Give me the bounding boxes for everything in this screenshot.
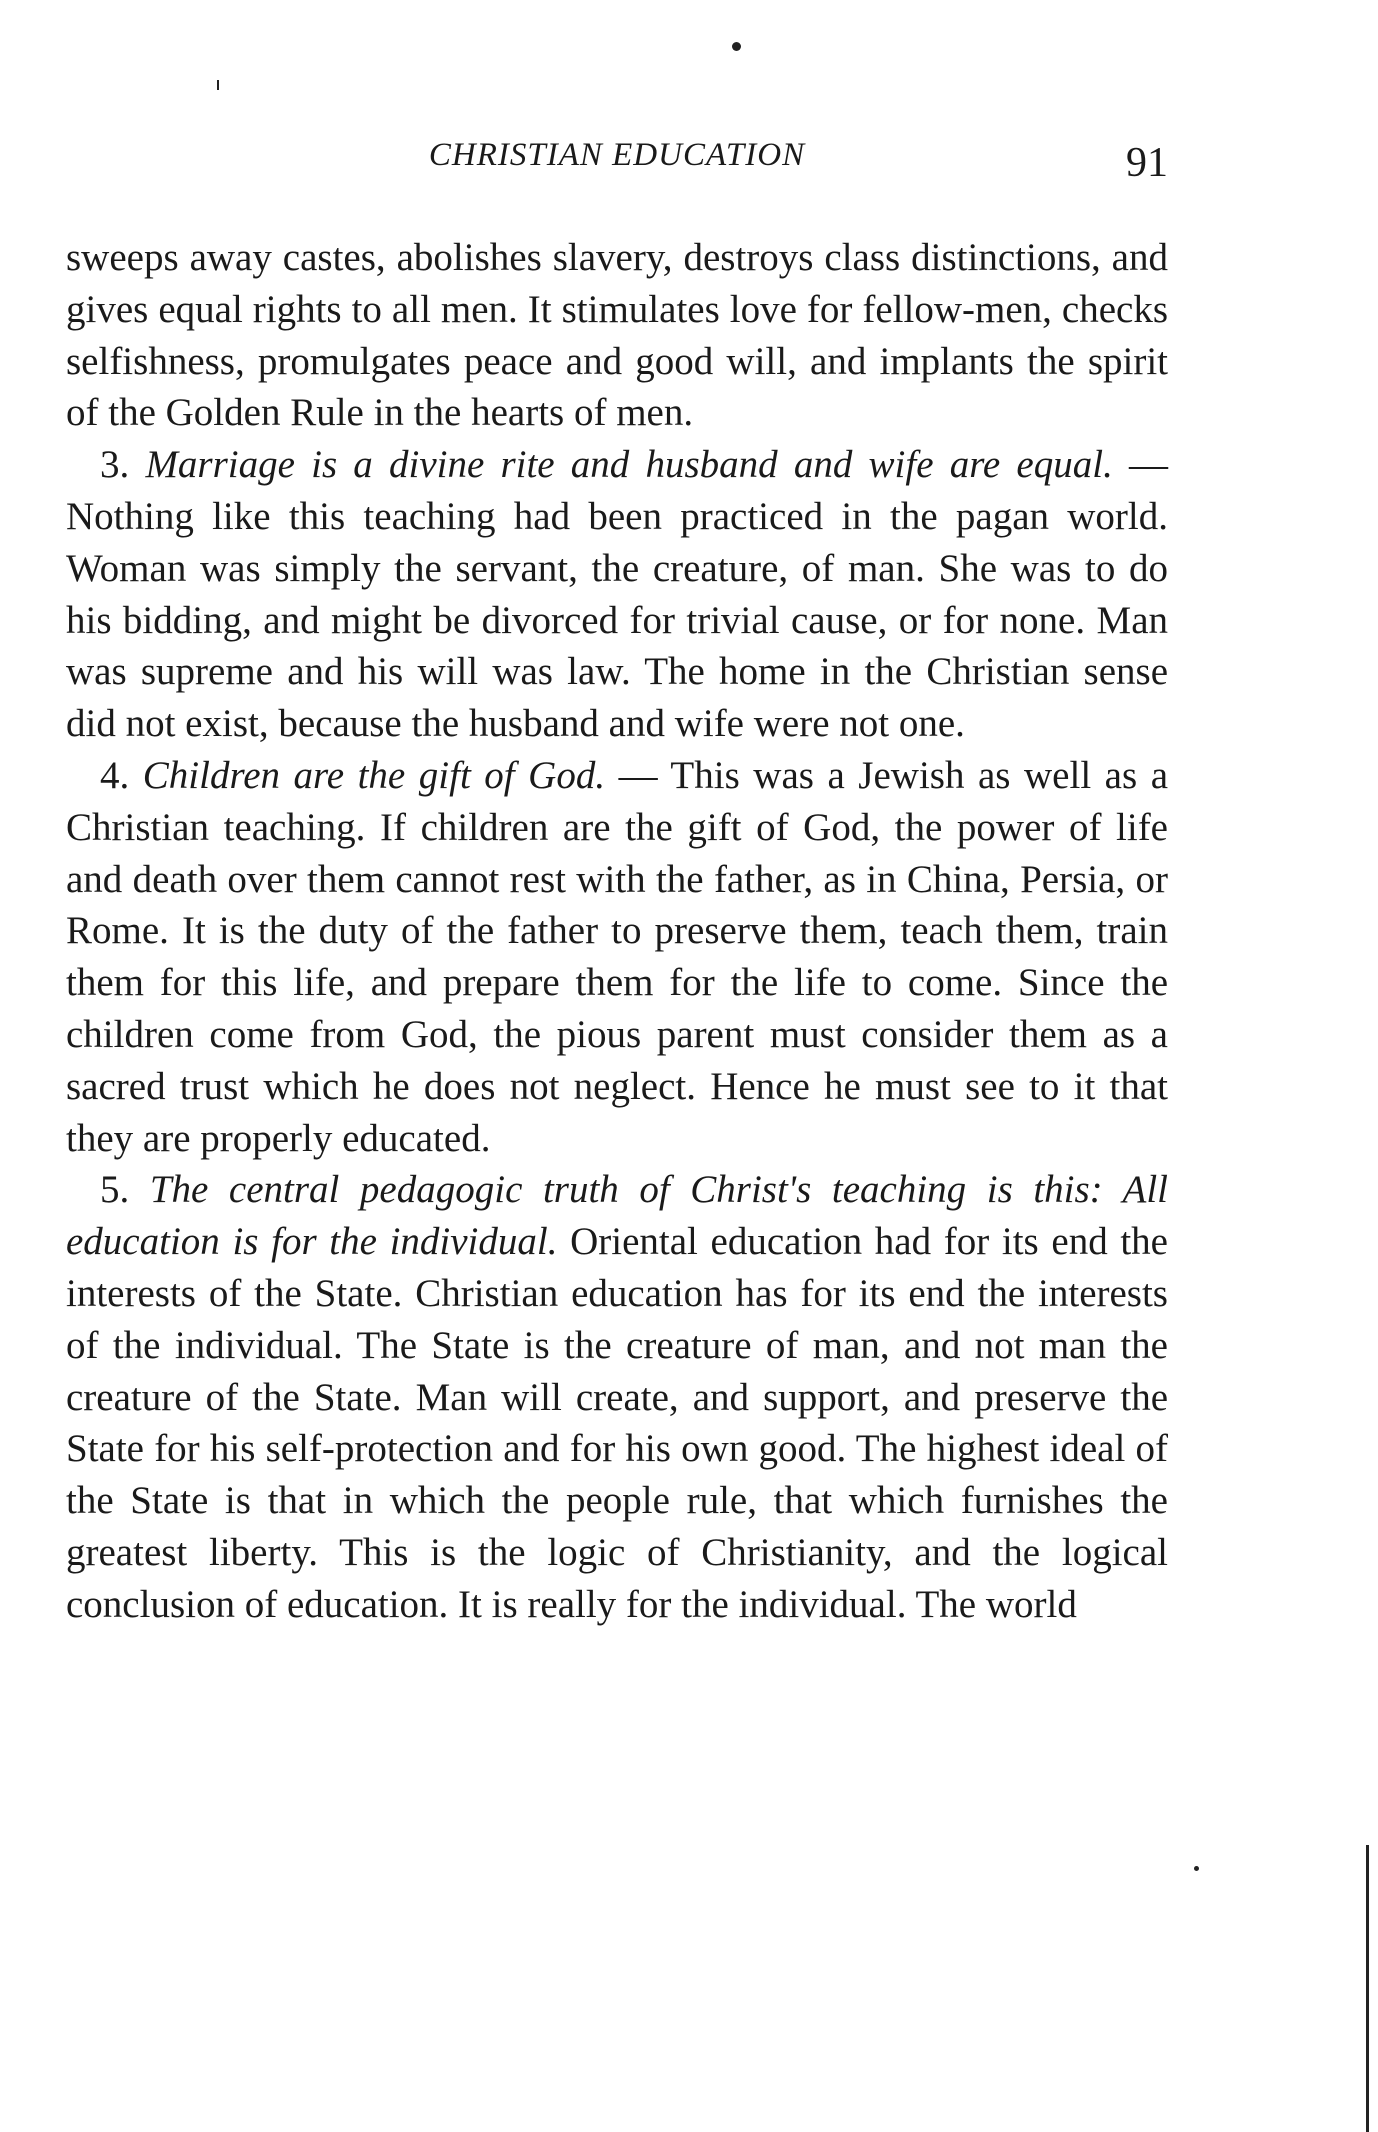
paragraph-text: — Nothing like this teaching had been practiced in the pagan world. Woman was simply the servant, the creature, of man. She was to do his bidding, and might be divorced for trivial cause, or for none. Man was supreme and his will was law. The home in the Christian sense did not exist, because the husband and wife were not one. [66,443,1169,746]
paragraph-lead: The central pedagogic truth of Christ's teaching is this: All education is for the individual. [66,1168,1169,1264]
page-number: 91 [1126,140,1168,186]
page-header [66,137,1168,197]
paragraph-text: — This was a Jewish as well as a Christian teaching. If children are the gift of God, the power of life and death over them cannot rest with the father, as in China, Persia, or Rome. It is the duty of the father to preserve them, teach them, train them for this life, and prepare them for the life to come. Since the children come from God, the pious parent must consider them as a sacred trust which he does not neglect. Hence he must see to it that they are properly educated. [66,753,1169,1160]
paragraph-marriage [66,439,1168,750]
paragraph-children [66,750,1168,1164]
ink-speck [732,42,741,51]
page-edge-line [1366,1845,1369,2132]
paragraph-number: 3. [100,443,146,487]
paragraph-text: sweeps away castes, abolishes slavery, destroys class distinctions, and gives equal rights to all men. It stimulates love for fellow-men, checks selfishness, promulgates peace and good will, and implants the spirit of the Golden Rule in the hearts of men. [66,236,1168,435]
running-head: CHRISTIAN EDUCATION [428,137,806,173]
paragraph-number: 5. [100,1168,150,1212]
paragraph-continuation [66,232,1168,439]
paragraph-lead: Marriage is a divine rite and husband and wife are equal. [145,443,1113,487]
paragraph-text: Oriental education had for its end the interests of the State. Christian education has for its end the interests of the individual. The State is the creature of man, and not man the creature of the State. Man will create, and support, and preserve the State for his self-protection and for his own good. The highest ideal of the State is that in which the people rule, that which furnishes the greatest liberty. This is the logic of Christianity, and the logical conclusion of education. It is really for the individual. The world [66,1220,1168,1626]
paragraph-individual [66,1164,1168,1630]
paragraph-lead: Children are the gift of God. [142,753,606,797]
ink-speck [217,80,219,90]
paragraph-number: 4. [100,753,143,797]
ink-speck [1194,1866,1199,1871]
body-text [66,232,1168,1631]
